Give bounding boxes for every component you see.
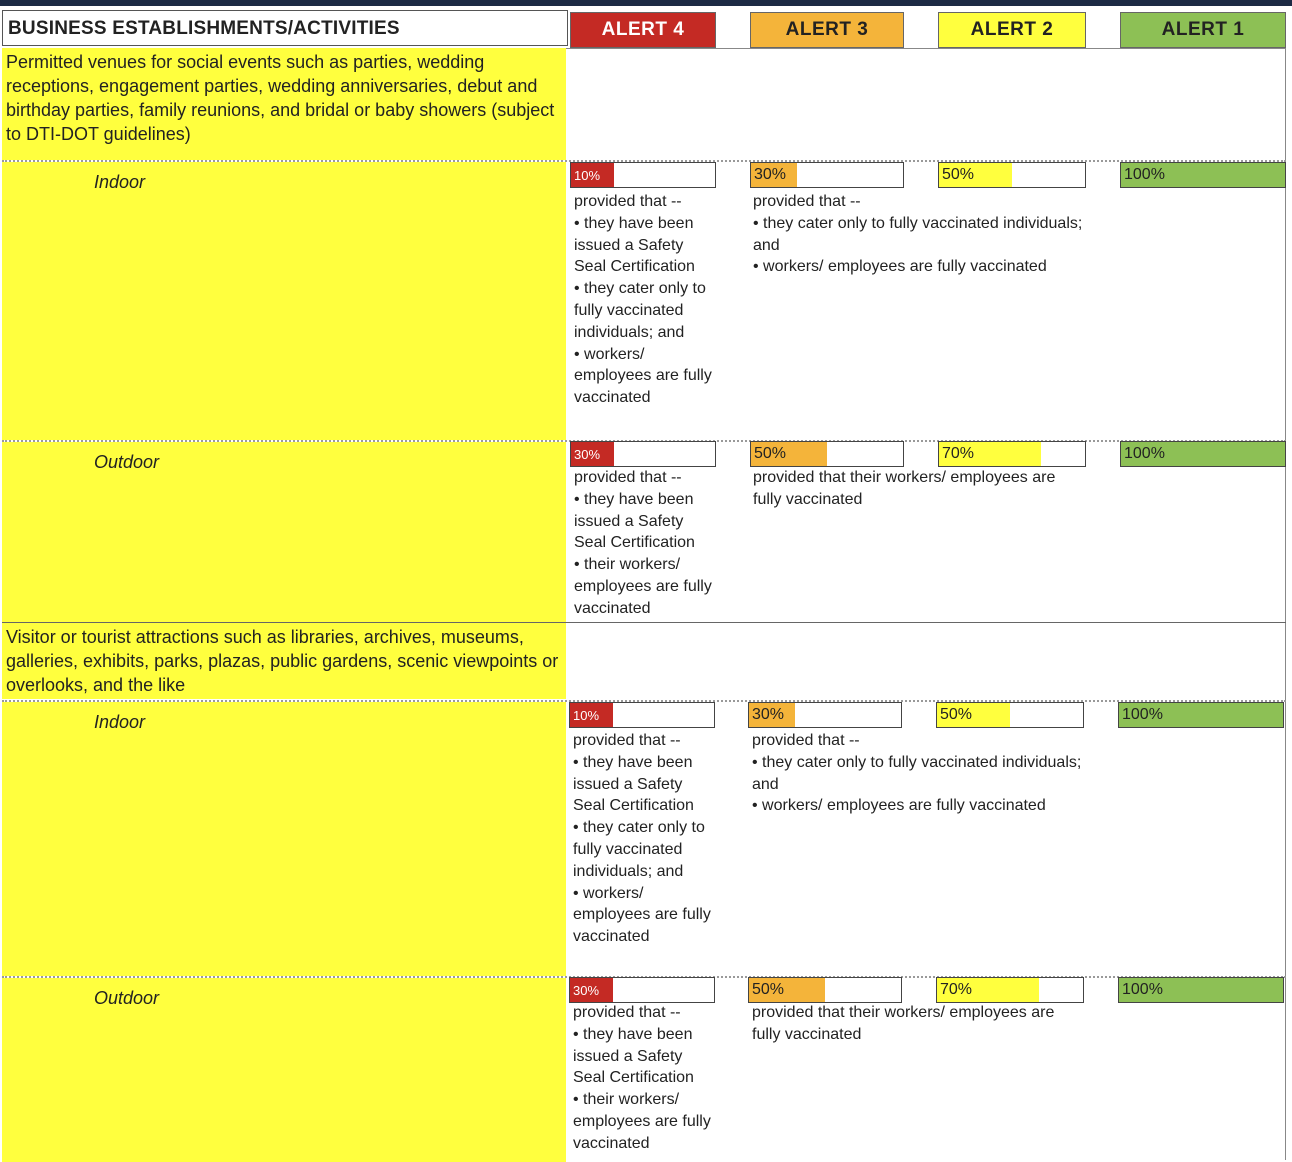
row-label-cell bbox=[2, 702, 566, 976]
alert-2-capacity-bar: 50% bbox=[936, 702, 1084, 728]
row-label-indoor: Indoor bbox=[94, 712, 146, 732]
alert-1-capacity-bar: 100% bbox=[1118, 977, 1284, 1003]
alert-2-capacity-bar: 70% bbox=[936, 977, 1084, 1003]
alert-3-header: ALERT 3 bbox=[750, 12, 904, 48]
alert-2-capacity-bar: 70% bbox=[938, 441, 1086, 467]
alert-1-capacity-bar: 100% bbox=[1118, 702, 1284, 728]
row-label-cell bbox=[2, 978, 566, 1162]
alert-3-condition: provided that -- • they cater only to fully vaccinated individuals; and • workers/ employees are fully vaccinated bbox=[752, 732, 1082, 815]
alert-4-capacity-bar: 30% bbox=[570, 441, 716, 467]
alert-4-condition: provided that -- • they have been issued a Safety Seal Certification • their workers/ employees are fully vaccinated bbox=[574, 469, 712, 617]
alert-2-header: ALERT 2 bbox=[938, 12, 1086, 48]
row-label-outdoor: Outdoor bbox=[94, 988, 160, 1008]
alert-4-capacity-bar: 10% bbox=[569, 702, 715, 728]
alert-3-capacity-bar: 50% bbox=[748, 977, 902, 1003]
alert-1-header: ALERT 1 bbox=[1120, 12, 1286, 48]
alert-4-condition: provided that -- • they have been issued a Safety Seal Certification • they cater only to fully vaccinated individuals; and • workers/ employees are fully vaccinated bbox=[573, 732, 711, 946]
row-label-cell bbox=[2, 162, 566, 440]
alert-4-capacity-bar: 30% bbox=[569, 977, 715, 1003]
alert-4-condition: provided that -- • they have been issued a Safety Seal Certification • their workers/ employees are fully vaccinated bbox=[573, 1004, 711, 1152]
alert-3-capacity-bar: 30% bbox=[750, 162, 904, 188]
alert-4-condition: provided that -- • they have been issued a Safety Seal Certification • they cater only to fully vaccinated individuals; and • workers/ employees are fully vaccinated bbox=[574, 193, 712, 407]
section-description: Visitor or tourist attractions such as libraries, archives, museums, galleries, exhibits, parks, plazas, public gardens, scenic viewpoints or overlooks, and the like bbox=[6, 627, 559, 695]
table-right-border bbox=[1285, 48, 1286, 1160]
alert-4-capacity-bar: 10% bbox=[570, 162, 716, 188]
row-label-indoor: Indoor bbox=[94, 172, 146, 192]
alert-3-capacity-bar: 30% bbox=[748, 702, 902, 728]
table-header-title: BUSINESS ESTABLISHMENTS/ACTIVITIES bbox=[2, 10, 568, 46]
alert-3-condition: provided that their workers/ employees are fully vaccinated bbox=[752, 1004, 1055, 1043]
alert-2-capacity-bar: 50% bbox=[938, 162, 1086, 188]
alert-3-capacity-bar: 50% bbox=[750, 441, 904, 467]
top-border-bar bbox=[0, 0, 1292, 6]
alert-1-capacity-bar: 100% bbox=[1120, 162, 1286, 188]
section-description-cell bbox=[2, 48, 566, 160]
alert-4-header: ALERT 4 bbox=[570, 12, 716, 48]
row-label-cell bbox=[2, 442, 566, 622]
alert-3-condition: provided that -- • they cater only to fully vaccinated individuals; and • workers/ employees are fully vaccinated bbox=[753, 193, 1083, 276]
row-label-outdoor: Outdoor bbox=[94, 452, 160, 472]
row-divider bbox=[566, 48, 1286, 49]
alert-1-capacity-bar: 100% bbox=[1120, 441, 1286, 467]
section-description-cell bbox=[2, 623, 566, 699]
alert-3-condition: provided that their workers/ employees are fully vaccinated bbox=[753, 469, 1056, 508]
section-description: Permitted venues for social events such as parties, wedding receptions, engagement parties, wedding anniversaries, debut and birthday parties, family reunions, and bridal or baby showers (subject to DTI-DOT guidelines) bbox=[6, 52, 555, 144]
